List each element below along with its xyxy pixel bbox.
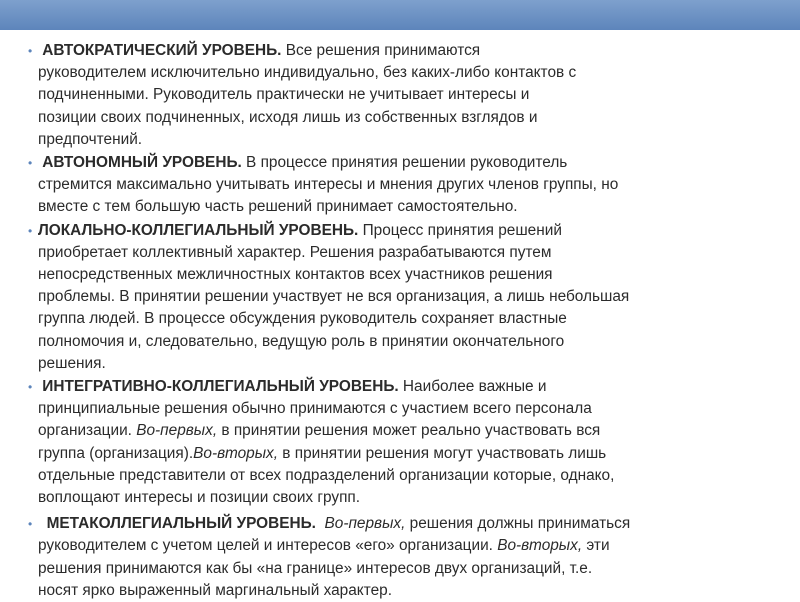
list-item-local-collegial xyxy=(28,220,750,375)
list-item-autocratic xyxy=(28,40,750,151)
body-text: позиции своих подчиненных, исходя лишь из собственных взглядов и xyxy=(38,108,538,126)
bullet-icon: • xyxy=(28,380,33,395)
text-line xyxy=(38,286,750,308)
body-text: В процессе принятия решении руководитель xyxy=(241,154,568,172)
text-line xyxy=(38,62,750,84)
body-text: группа (организация). xyxy=(38,444,194,462)
body-text: непосредственных межличностных контактов всех участников решения xyxy=(38,266,553,284)
bullet-icon: • xyxy=(28,44,33,58)
body-text xyxy=(316,515,325,532)
level-heading: МЕТАКОЛЛЕГИАЛЬНЫЙ УРОВЕНЬ. xyxy=(46,515,316,533)
text-line xyxy=(38,513,750,535)
body-text: решения должны приниматься xyxy=(405,515,631,533)
level-heading: АВТОНОМНЫЙ УРОВЕНЬ. xyxy=(42,154,242,172)
text-line xyxy=(38,487,750,509)
list-item-metacollegial xyxy=(28,513,750,602)
bullet-icon: • xyxy=(28,223,33,238)
text-line xyxy=(38,558,750,580)
body-text: решения. xyxy=(38,354,106,372)
body-text: принципиальные решения обычно принимаются с участием всего персонала xyxy=(38,400,592,418)
body-text: полномочия и, следовательно, ведущую роль в принятии окончательного xyxy=(38,332,565,350)
text-line xyxy=(38,331,750,353)
body-text: в принятии решения может реально участвовать вся xyxy=(217,422,601,440)
text-line xyxy=(38,152,750,174)
text-line xyxy=(38,40,750,62)
text-line xyxy=(38,535,750,557)
bullet-icon: • xyxy=(28,517,33,532)
text-line xyxy=(38,376,750,398)
text-line xyxy=(38,580,750,602)
body-text: предпочтений. xyxy=(38,130,143,148)
level-heading: ЛОКАЛЬНО-КОЛЛЕГИАЛЬНЫЙ УРОВЕНЬ. xyxy=(38,221,359,239)
text-line xyxy=(38,220,750,242)
body-text: Процесс принятия решений xyxy=(358,221,562,239)
body-text xyxy=(38,515,47,532)
body-text: Все решения принимаются xyxy=(281,42,481,59)
level-heading: ИНТЕГРАТИВНО-КОЛЛЕГИАЛЬНЫЙ УРОВЕНЬ. xyxy=(42,378,399,396)
body-text: носят ярко выраженный маргинальный характер. xyxy=(38,581,392,599)
body-text: решения принимаются как бы «на границе» интересов двух организаций, т.е. xyxy=(38,559,593,577)
text-line xyxy=(38,465,750,487)
emphasis-text: Во-первых, xyxy=(324,515,406,533)
body-text: стремится максимально учитывать интересы и мнения других членов группы, но xyxy=(38,176,619,194)
body-text: проблемы. В принятии решении участвует не вся организация, а лишь небольшая xyxy=(38,288,630,306)
emphasis-text: Во-первых, xyxy=(136,422,218,440)
text-line xyxy=(38,353,750,375)
text-line xyxy=(38,196,750,218)
text-line xyxy=(38,308,750,330)
text-line xyxy=(38,420,750,442)
body-text: подчиненными. Руководитель практически не учитывает интересы и xyxy=(38,86,530,104)
text-line xyxy=(38,129,750,151)
body-text: руководителем исключительно индивидуально, без каких-либо контактов с xyxy=(38,64,577,82)
body-text: воплощают интересы и позиции своих групп. xyxy=(38,489,361,507)
text-line xyxy=(38,242,750,264)
body-text: эти xyxy=(582,537,610,555)
level-heading: АВТОКРАТИЧЕСКИЙ УРОВЕНЬ. xyxy=(42,42,282,59)
body-text: руководителем с учетом целей и интересов «его» организации. xyxy=(38,537,498,555)
bullet-icon: • xyxy=(28,156,33,171)
body-text: организации. xyxy=(38,422,137,440)
text-line xyxy=(38,443,750,465)
body-text: приобретает коллективный характер. Решения разрабатываются путем xyxy=(38,243,552,261)
body-text: Наиболее важные и xyxy=(398,378,547,396)
text-line xyxy=(38,264,750,286)
body-text: отдельные представители от всех подразделений организации которые, однако, xyxy=(38,466,615,484)
list-item-integrative-collegial xyxy=(28,376,750,509)
text-line xyxy=(38,174,750,196)
slide-body xyxy=(28,40,750,602)
title-bar xyxy=(0,0,800,30)
text-line xyxy=(38,398,750,420)
emphasis-text: Во-вторых, xyxy=(497,537,583,555)
emphasis-text: Во-вторых, xyxy=(193,444,279,462)
text-line xyxy=(38,84,750,106)
body-text: группа людей. В процессе обсуждения руководитель сохраняет властные xyxy=(38,310,567,328)
body-text: вместе с тем большую часть решений принимает самостоятельно. xyxy=(38,198,518,216)
text-line xyxy=(38,107,750,129)
list-item-autonomous xyxy=(28,152,750,219)
body-text: в принятии решения могут участвовать лишь xyxy=(278,444,607,462)
